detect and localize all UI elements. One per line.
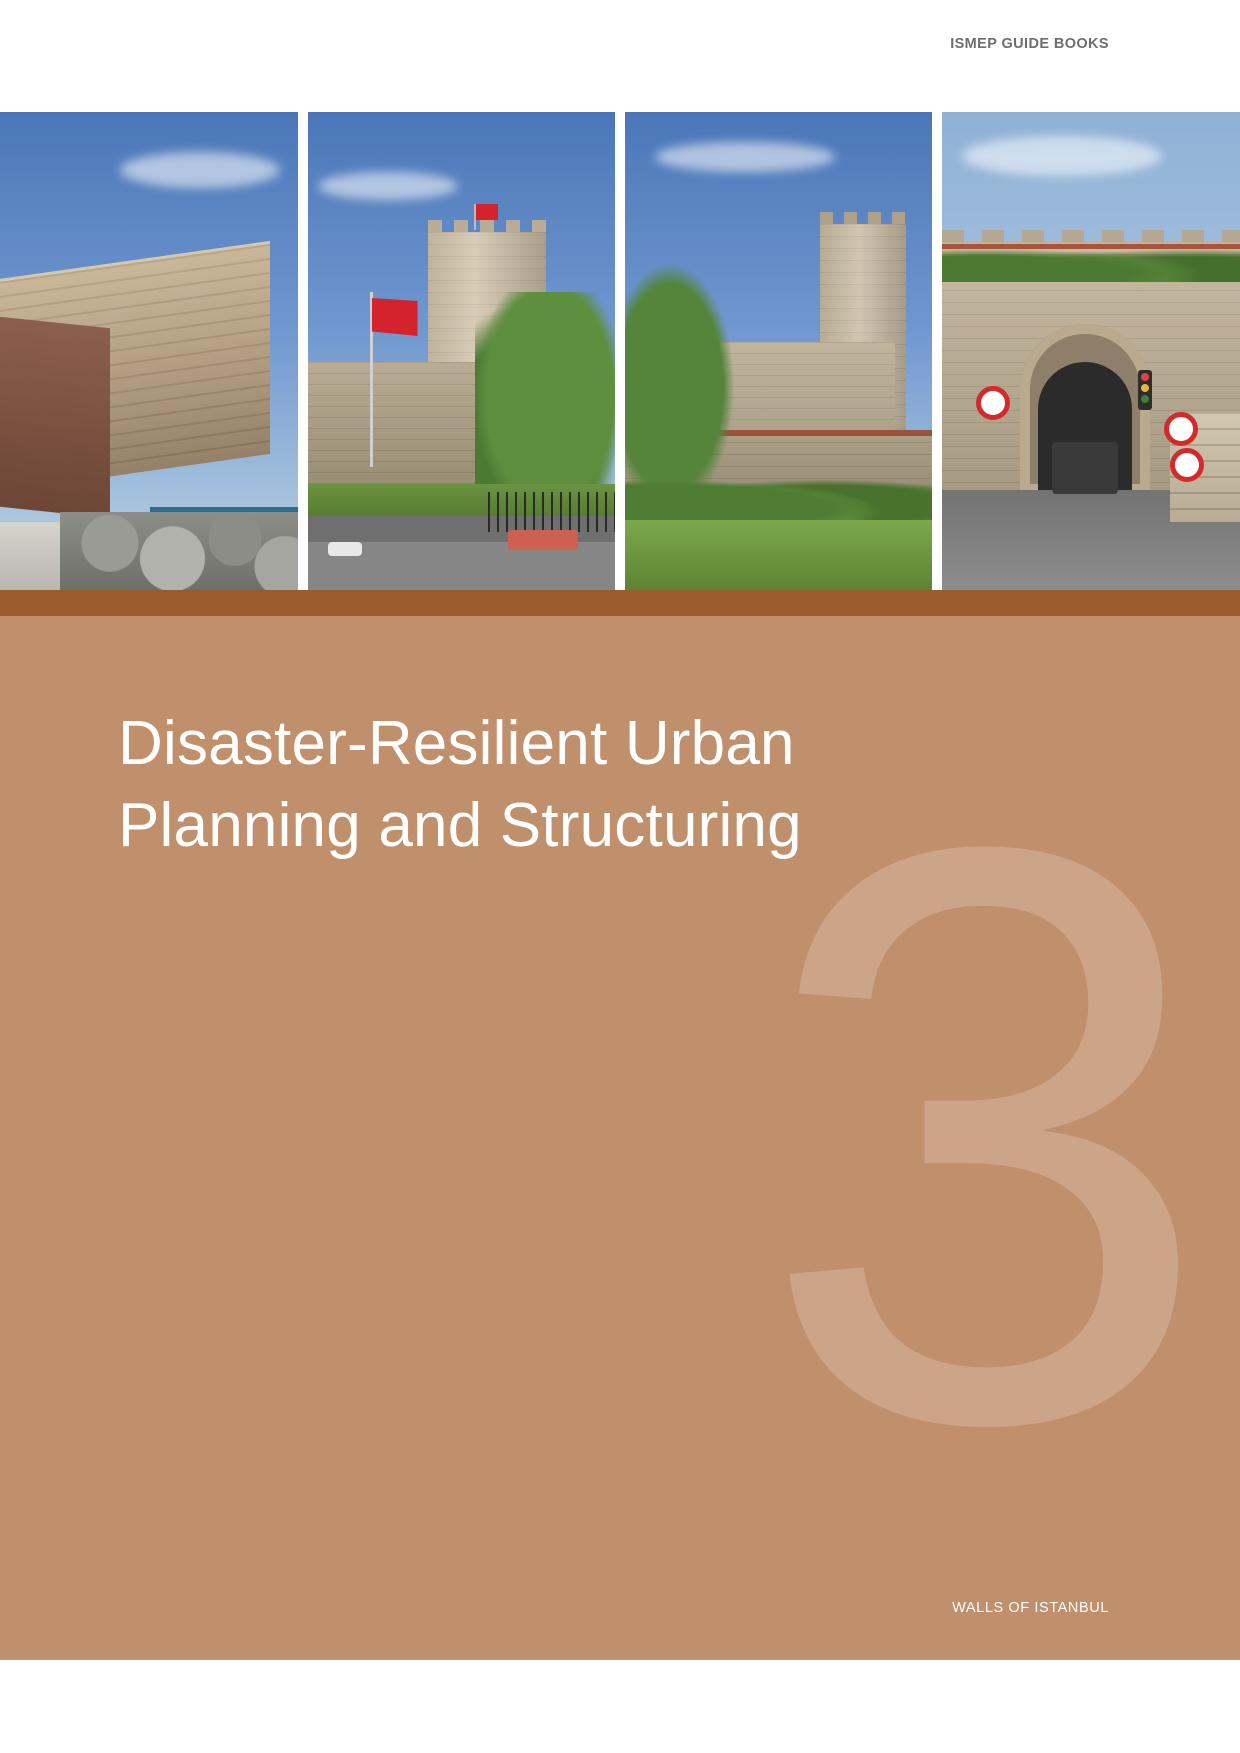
photo-caption: WALLS OF ISTANBUL <box>952 1600 1109 1616</box>
cloud-shape <box>318 172 458 200</box>
cover-title-panel <box>0 616 1240 1660</box>
cloud-shape <box>962 136 1162 176</box>
photo-tower-with-turkish-flag <box>308 112 615 590</box>
greenery-shape <box>942 242 1240 282</box>
brown-divider <box>0 590 1240 616</box>
traffic-light-icon <box>1138 370 1152 410</box>
photo-seaside-city-wall-ruins <box>0 112 298 590</box>
fence-shape <box>488 492 615 532</box>
series-label: ISMEP GUIDE BOOKS <box>950 36 1109 52</box>
lawn-shape <box>625 520 932 590</box>
small-flag-shape <box>476 204 498 220</box>
traffic-light-green <box>1141 395 1149 403</box>
rocks-shape <box>60 512 298 590</box>
wall-shape <box>308 362 488 502</box>
vehicle-shape <box>1052 442 1118 494</box>
bus-shape <box>508 530 578 550</box>
page-header <box>0 0 1240 112</box>
brick-wall-shape <box>0 316 110 519</box>
cloud-shape <box>120 152 280 188</box>
turkish-flag-shape <box>372 298 418 336</box>
page-title: Disaster-Resilient Urban Planning and Structuring <box>118 709 802 860</box>
photo-arched-city-gate <box>942 112 1240 590</box>
traffic-light-yellow <box>1141 384 1149 392</box>
cloud-shape <box>655 142 835 172</box>
traffic-light-red <box>1141 373 1149 381</box>
page-footer <box>0 1660 1240 1753</box>
photo-long-wall-with-tower <box>625 112 932 590</box>
car-shape <box>328 542 362 556</box>
volume-number-watermark: 3 <box>757 677 1194 1593</box>
cover-photo-band <box>0 112 1240 590</box>
